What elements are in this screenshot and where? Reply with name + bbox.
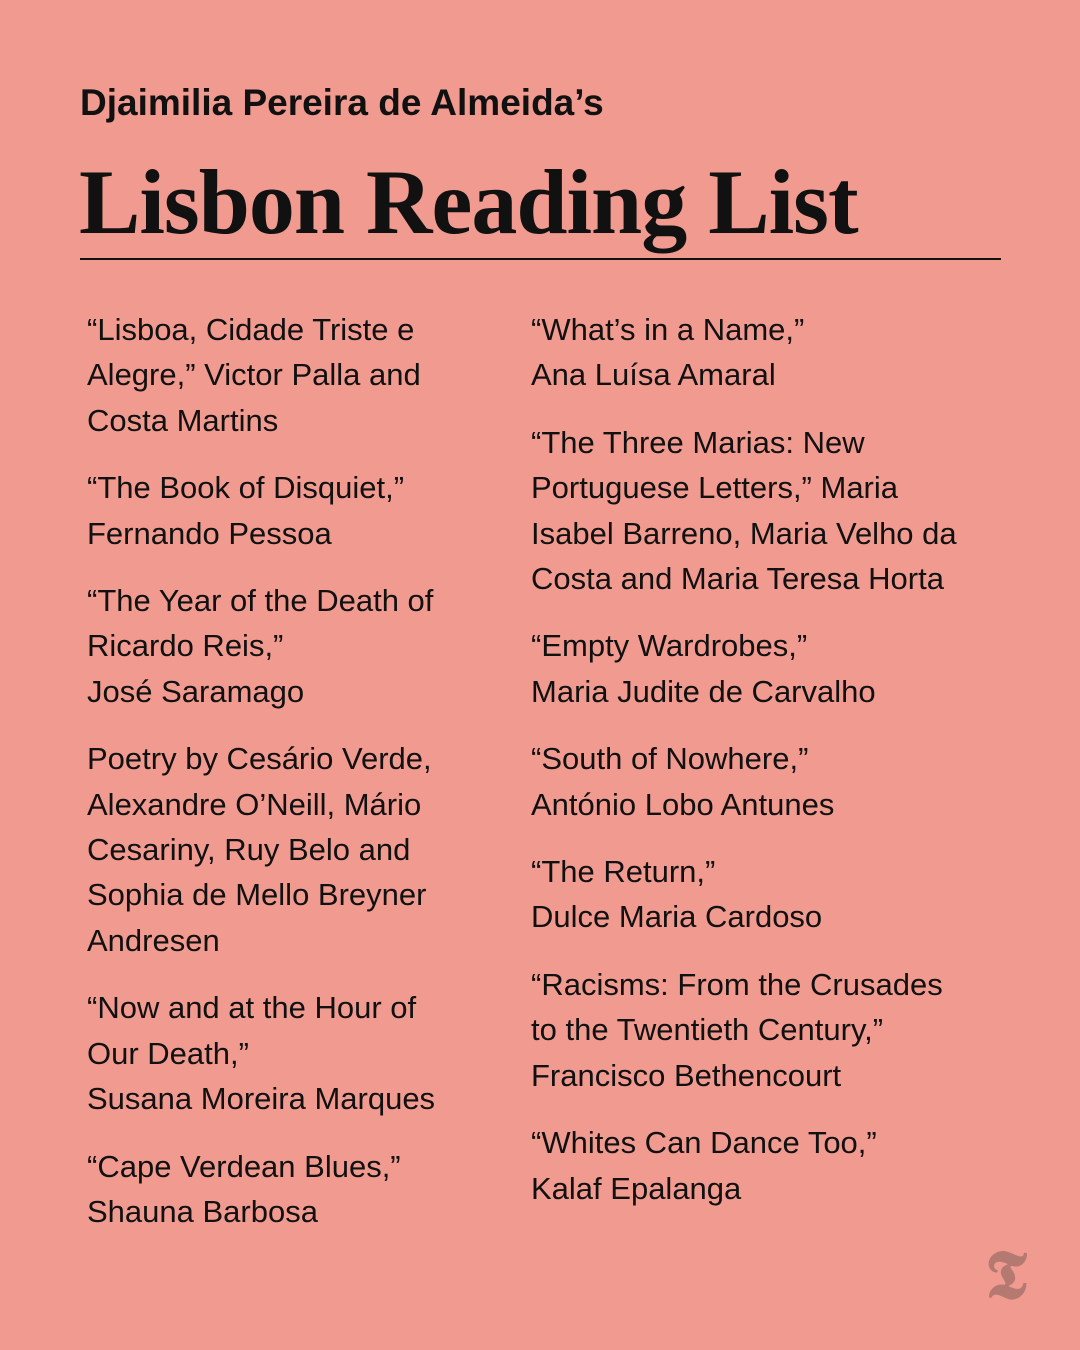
list-item: “The Book of Disquiet,” Fernando Pessoa xyxy=(87,470,405,551)
author-heading: Djaimilia Pereira de Almeida’s xyxy=(80,82,604,123)
page-title: Lisbon Reading List xyxy=(79,151,858,253)
list-item: “Lisboa, Cidade Triste e Alegre,” Victor Palla and Costa Martins xyxy=(87,312,421,438)
list-item: “Cape Verdean Blues,” Shauna Barbosa xyxy=(87,1148,401,1229)
list-item: “Whites Can Dance Too,” Kalaf Epalanga xyxy=(531,1125,877,1206)
reading-list-left-column xyxy=(87,307,507,1256)
reading-list-right-column xyxy=(531,307,1031,1233)
list-item: “The Year of the Death of Ricardo Reis,” José Saramago xyxy=(87,583,434,709)
nyt-t-logo-icon: 𝕿 xyxy=(985,1237,1027,1313)
title-divider xyxy=(80,258,1001,260)
list-item: “Empty Wardrobes,” Maria Judite de Carvalho xyxy=(531,628,876,709)
list-item: “The Three Marias: New Portuguese Letters,” Maria Isabel Barreno, Maria Velho da Costa and Maria Teresa Horta xyxy=(531,424,957,597)
list-item: “South of Nowhere,” António Lobo Antunes xyxy=(531,741,835,822)
list-item: “The Return,” Dulce Maria Cardoso xyxy=(531,854,823,935)
list-item: “What’s in a Name,” Ana Luísa Amaral xyxy=(531,312,805,393)
list-item: “Racisms: From the Crusades to the Twentieth Century,” Francisco Bethencourt xyxy=(531,966,943,1093)
list-item: “Now and at the Hour of Our Death,” Susana Moreira Marques xyxy=(87,990,436,1117)
list-item: Poetry by Cesário Verde, Alexandre O’Neill, Mário Cesariny, Ruy Belo and Sophia de Mello Breyner Andresen xyxy=(87,741,432,958)
